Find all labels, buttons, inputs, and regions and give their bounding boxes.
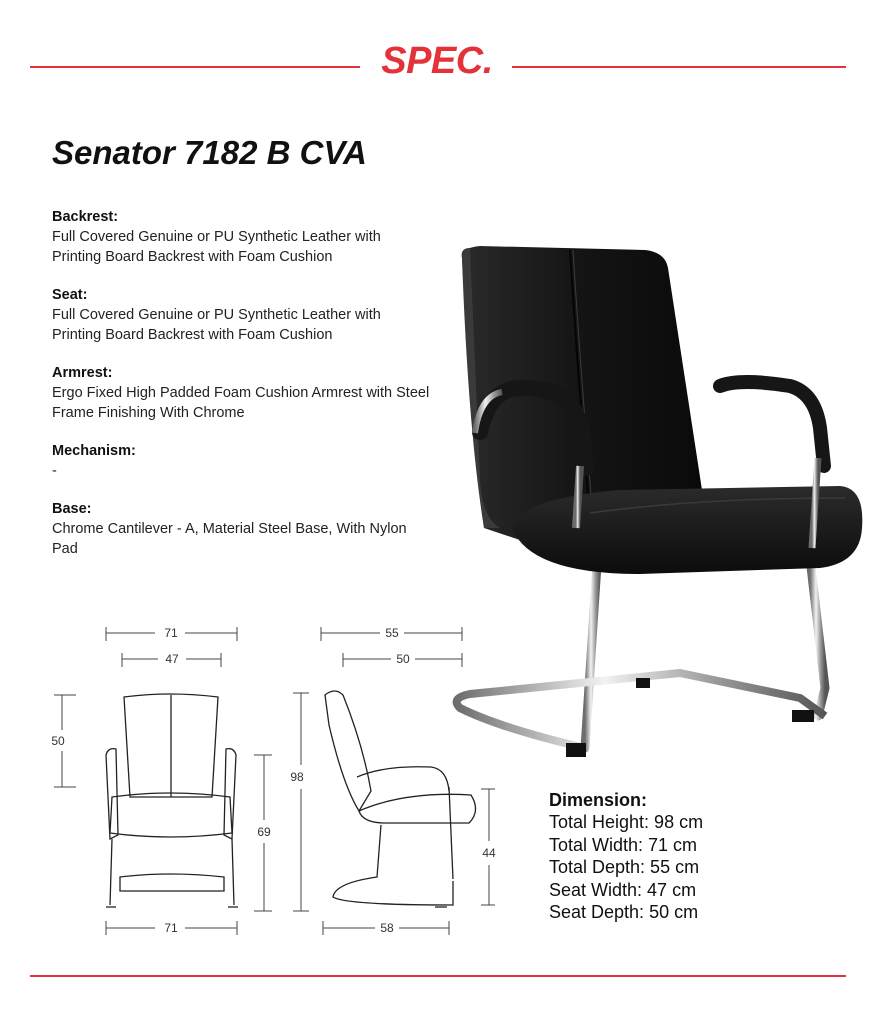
spec-value: Ergo Fixed High Padded Foam Cushion Armrest with Steel Frame Finishing With Chrome xyxy=(52,385,430,421)
spec-label: Armrest: xyxy=(52,365,113,381)
side-top-depth: 55 xyxy=(385,626,399,640)
spec-backrest xyxy=(52,207,432,267)
dimension-seat-depth: Seat Depth: 50 cm xyxy=(549,902,699,922)
header-rule-right xyxy=(512,66,846,68)
dimension-seat-width: Seat Width: 47 cm xyxy=(549,879,697,900)
spec-value: - xyxy=(52,463,57,479)
header-title: SPEC. xyxy=(381,40,493,82)
dimension-total-height: Total Height: 98 cm xyxy=(549,812,704,832)
side-arm-height: 44 xyxy=(482,846,496,860)
spec-label: Mechanism: xyxy=(52,443,136,459)
side-total-height: 98 xyxy=(290,770,304,784)
spec-label: Seat: xyxy=(52,287,88,303)
dimension-box xyxy=(549,789,849,924)
spec-value: Chrome Cantilever - A, Material Steel Base, With Nylon Pad xyxy=(52,521,407,557)
spec-seat xyxy=(52,285,432,345)
product-title: Senator 7182 B CVA xyxy=(52,134,367,171)
front-view-drawing xyxy=(40,615,280,945)
header-rule-left xyxy=(30,66,360,68)
spec-mechanism xyxy=(52,441,432,481)
spec-base xyxy=(52,499,432,559)
front-top-width: 71 xyxy=(164,626,178,640)
spec-armrest xyxy=(52,363,432,423)
front-seat-height: 69 xyxy=(257,825,271,839)
dimension-title: Dimension: xyxy=(549,790,648,810)
front-base-width: 71 xyxy=(164,921,178,935)
footer-rule xyxy=(30,975,846,977)
spec-value: Full Covered Genuine or PU Synthetic Leather with Printing Board Backrest with Foam Cushion xyxy=(52,229,381,265)
front-seat-width: 47 xyxy=(165,652,179,666)
dimension-total-depth: Total Depth: 55 cm xyxy=(549,857,700,877)
side-seat-depth: 50 xyxy=(396,652,410,666)
spec-label: Backrest: xyxy=(52,209,119,225)
side-view-drawing xyxy=(285,615,505,945)
dimension-total-width: Total Width: 71 cm xyxy=(549,834,698,855)
spec-value: Full Covered Genuine or PU Synthetic Leather with Printing Board Backrest with Foam Cushion xyxy=(52,307,381,343)
front-back-height: 50 xyxy=(51,734,65,748)
side-base-depth: 58 xyxy=(380,921,394,935)
spec-list xyxy=(52,207,432,577)
spec-label: Base: xyxy=(52,501,92,517)
